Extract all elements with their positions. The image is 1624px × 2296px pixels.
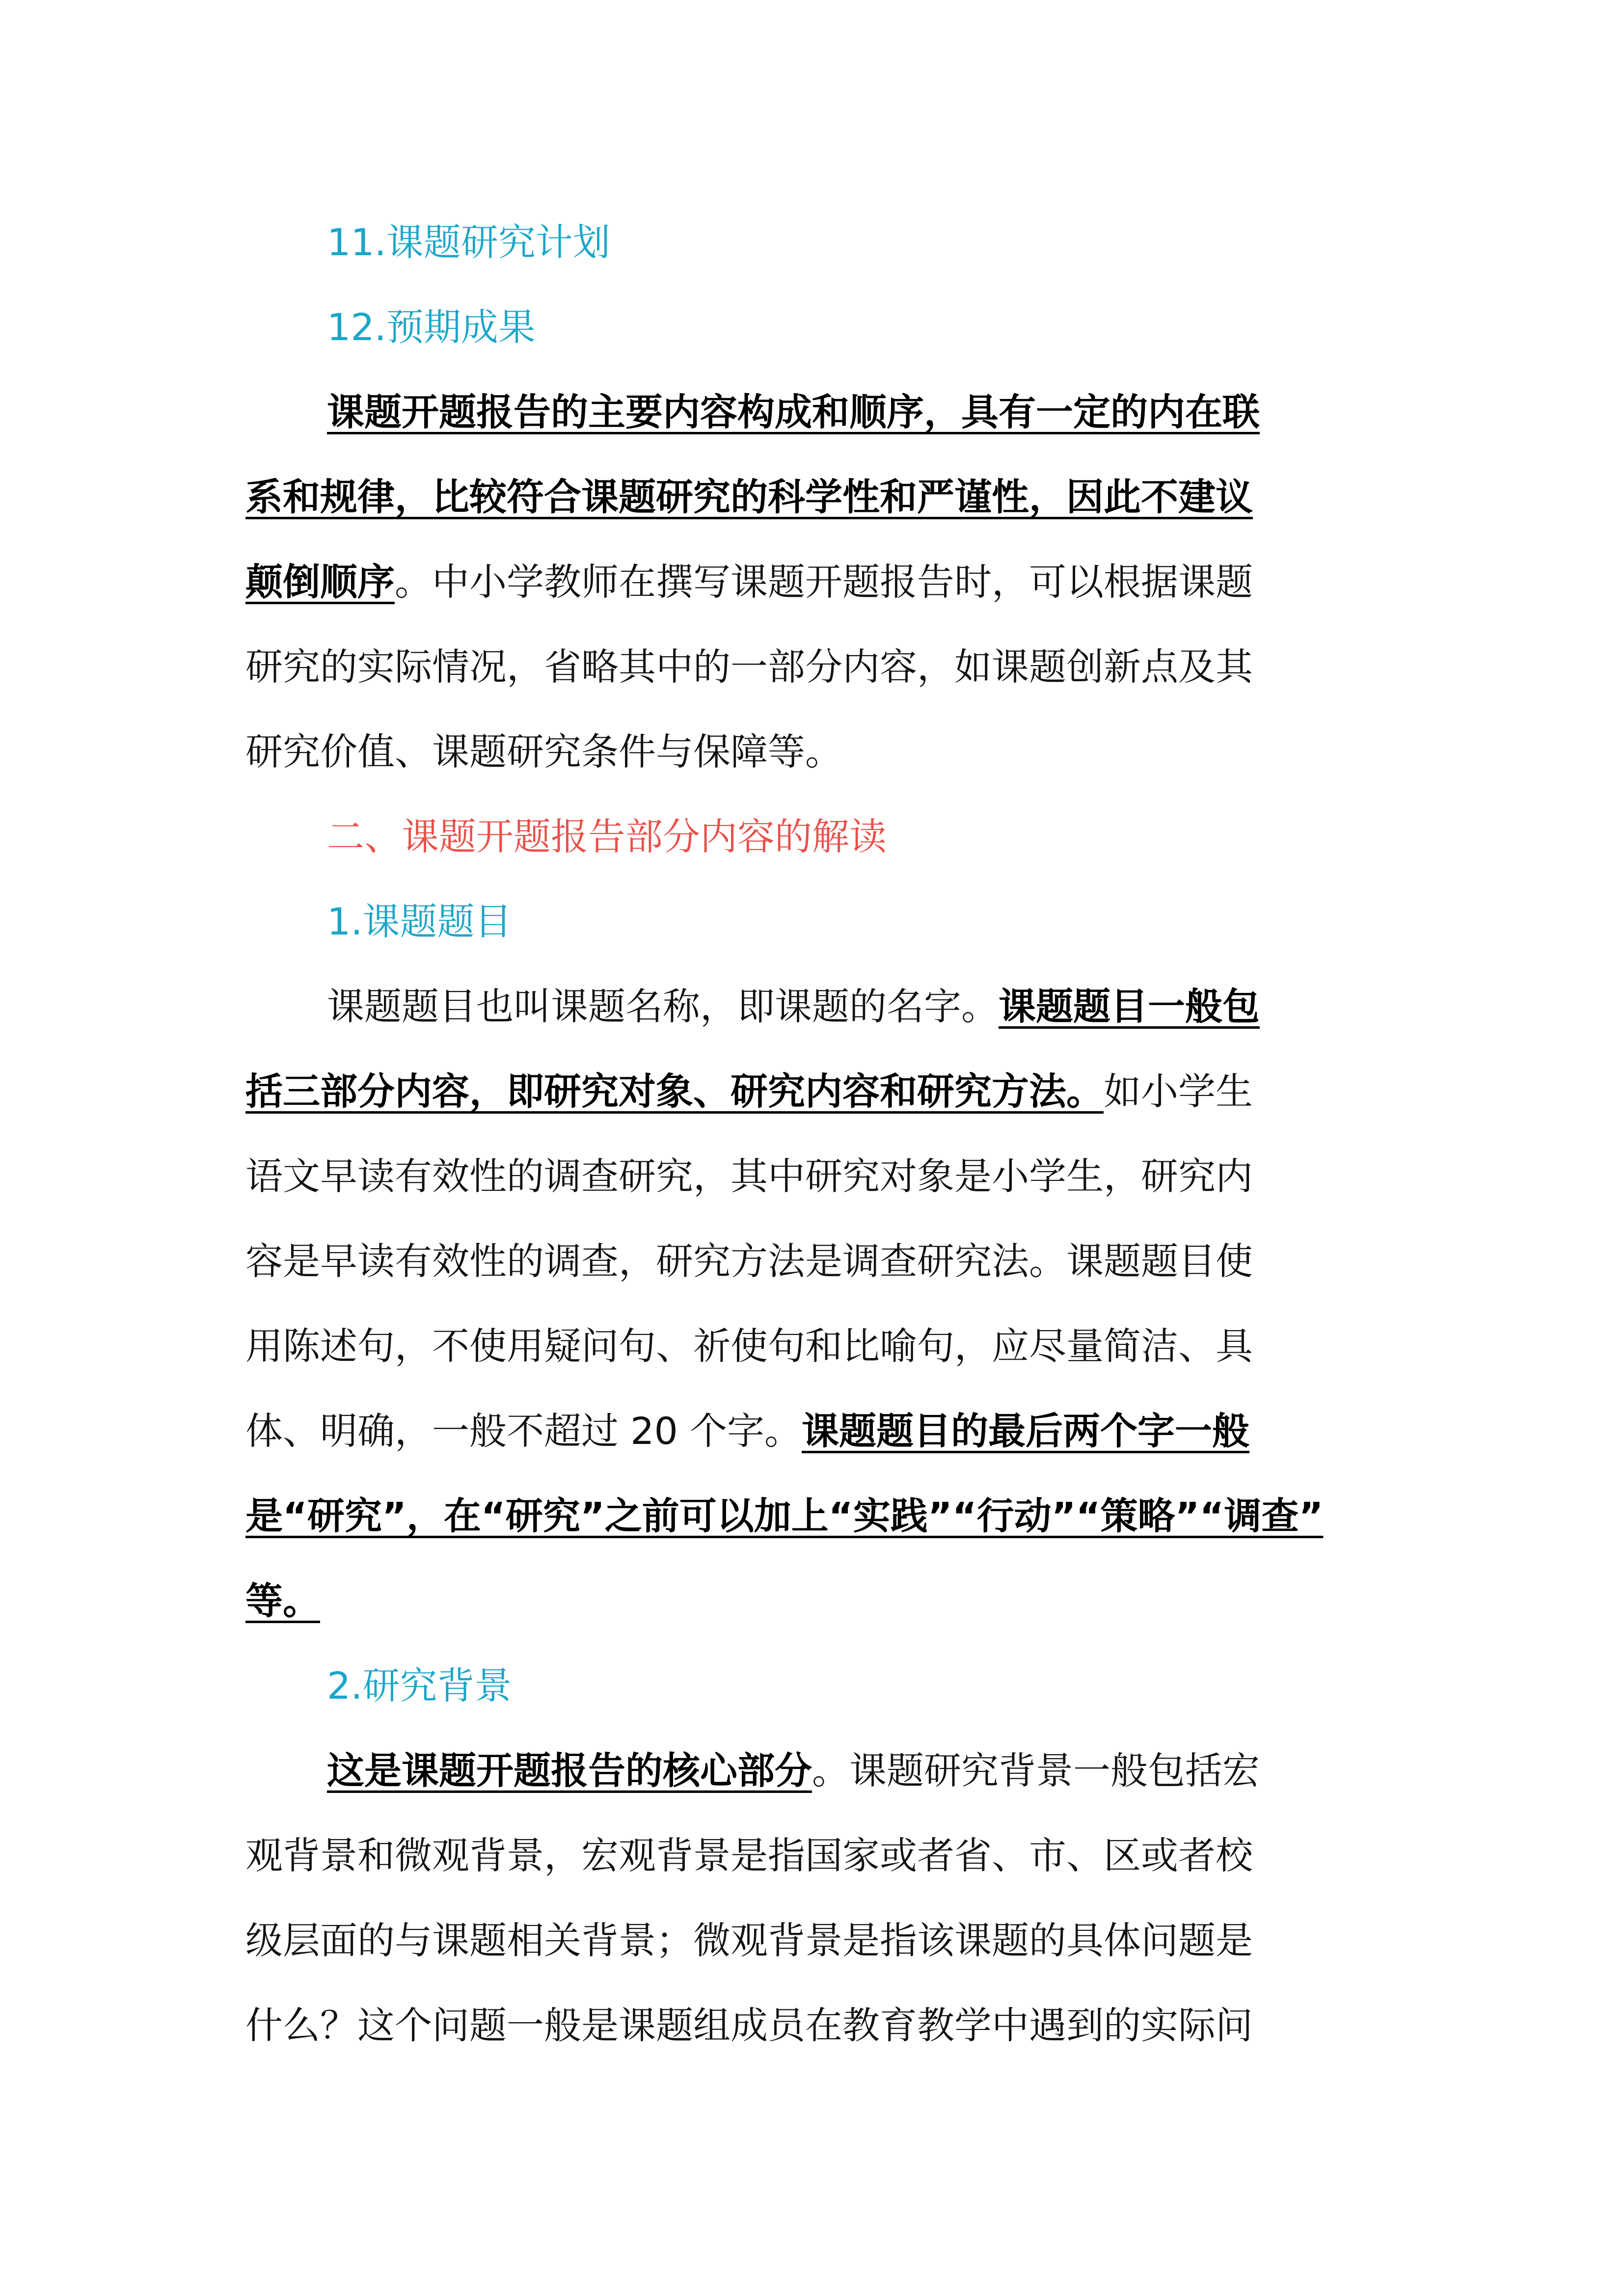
para2-line2: [245, 1067, 1375, 1116]
list-item-11: 11.课题研究计划: [327, 220, 610, 264]
para1-line4: 研究的实际情况，省略其中的一部分内容，如课题创新点及其: [245, 645, 1253, 689]
para3-line3: 级层面的与课题相关背景；微观背景是指该课题的具体问题是: [245, 1919, 1253, 1962]
para1-line3-emphasis: 颠倒顺序: [245, 560, 395, 604]
para2-line2-text: 如小学生: [1104, 1069, 1253, 1113]
para3-line1-text: 。课题研究背景一般包括宏: [812, 1749, 1260, 1792]
para3-line2: 观背景和微观背景，宏观背景是指国家或者省、市、区或者校: [245, 1834, 1253, 1877]
subheading-topic-title: 1.课题题目: [327, 900, 512, 943]
para2-line6-emphasis: 课题题目的最后两个字一般: [802, 1409, 1250, 1453]
para2-line5: 用陈述句，不使用疑问句、祈使句和比喻句，应尽量简洁、具: [245, 1324, 1253, 1368]
para2-line3: 语文早读有效性的调查研究，其中研究对象是小学生，研究内: [245, 1154, 1253, 1198]
para1-line3-text: 。中小学教师在撰写课题开题报告时，可以根据课题: [395, 560, 1253, 604]
section-heading-2: 二、课题开题报告部分内容的解读: [327, 815, 887, 858]
para2-line1-emphasis: 课题题目一般包: [999, 985, 1260, 1028]
list-item-12: 12.预期成果: [327, 305, 536, 349]
para3-line1: [327, 1746, 1456, 1795]
para1-line3: [245, 558, 1375, 607]
para2-line1: [327, 982, 1456, 1031]
para2-line4: 容是早读有效性的调查，研究方法是调查研究法。课题题目使: [245, 1239, 1253, 1283]
para1-line5: 研究价值、课题研究条件与保障等。: [245, 730, 842, 774]
para3-line1-emphasis: 这是课题开题报告的核心部分: [327, 1749, 812, 1792]
para2-line1-text: 课题题目也叫课题名称，即课题的名字。: [327, 985, 999, 1028]
para2-line2-emphasis: 括三部分内容，即研究对象、研究内容和研究方法。: [245, 1069, 1104, 1113]
para1-line2: 系和规律，比较符合课题研究的科学性和严谨性，因此不建议: [245, 475, 1253, 519]
para1-line1: 课题开题报告的主要内容构成和顺序，具有一定的内在联: [327, 390, 1260, 434]
para2-line7: 是“研究”，在“研究”之前可以加上“实践”“行动”“策略”“调查”: [245, 1494, 1324, 1538]
para2-line6-text: 体、明确，一般不超过 20 个字。: [245, 1409, 802, 1453]
subheading-research-background: 2.研究背景: [327, 1664, 512, 1708]
para2-line8: 等。: [245, 1579, 320, 1623]
para2-line6: [245, 1407, 1375, 1456]
para3-line4: 什么？这个问题一般是课题组成员在教育教学中遇到的实际问: [245, 2003, 1253, 2047]
